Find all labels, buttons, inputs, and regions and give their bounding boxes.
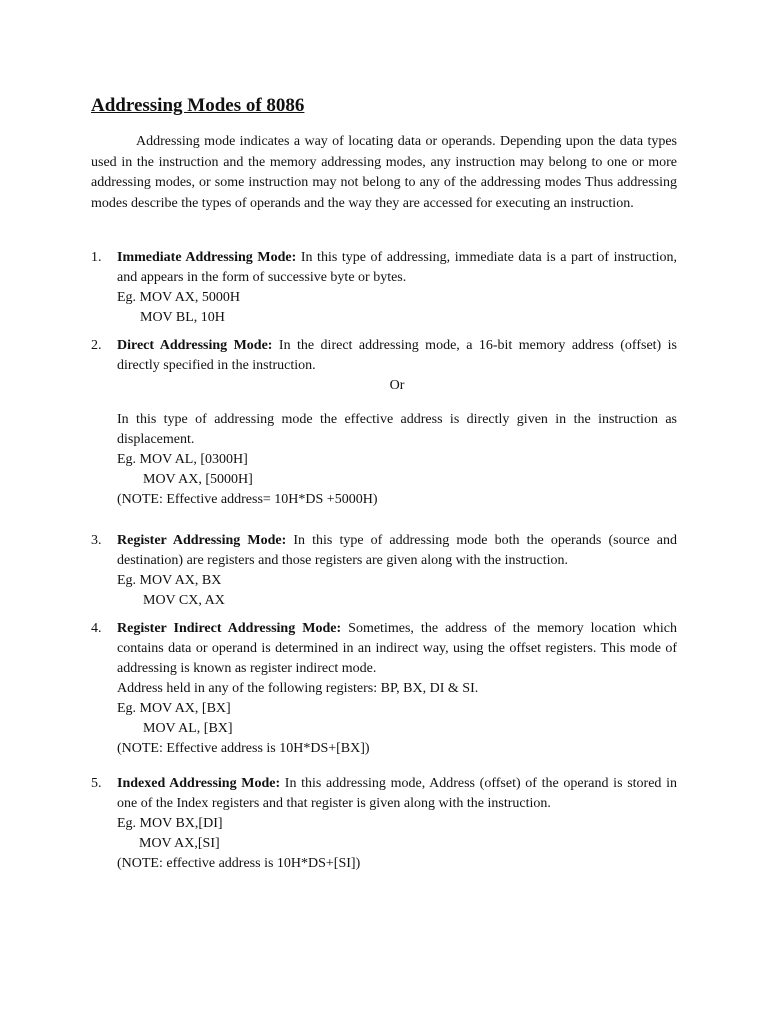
item-heading: Direct Addressing Mode: <box>117 338 273 353</box>
item-text: In this type of addressing mode both the operands (source and destination) are registers and those registers are given along with the instruction. <box>117 533 677 568</box>
item-text: Sometimes, the address of the memory location which contains data or operand is determined in an indirect way, using the offset registers. This mode of addressing is known as register indirect mode. <box>117 621 677 676</box>
item-number: 1. <box>91 250 102 265</box>
item-description <box>117 248 677 288</box>
item-description <box>117 619 677 679</box>
example-line: Eg. MOV AX, [BX] <box>117 701 231 716</box>
item-heading: Immediate Addressing Mode: <box>117 250 297 265</box>
item-heading: Indexed Addressing Mode: <box>117 776 281 791</box>
example-line: Eg. MOV AX, BX <box>117 573 222 588</box>
or-separator: Or <box>389 378 405 393</box>
item-number: 3. <box>91 533 102 548</box>
list-item-immediate <box>91 248 677 328</box>
note-line: (NOTE: Effective address is 10H*DS+[BX]) <box>117 741 370 756</box>
list-item-direct <box>91 336 677 510</box>
note-line: (NOTE: Effective address= 10H*DS +5000H) <box>117 492 378 507</box>
item-number: 4. <box>91 621 102 636</box>
item-text-alt: Address held in any of the following registers: BP, BX, DI & SI. <box>117 681 479 696</box>
example-line: MOV AX, [5000H] <box>143 472 253 487</box>
page-title: Addressing Modes of 8086 <box>91 95 305 116</box>
list-item-register-indirect <box>91 619 677 759</box>
example-line: Eg. MOV AL, [0300H] <box>117 452 248 467</box>
item-description <box>117 531 677 571</box>
item-description <box>117 774 677 814</box>
item-heading: Register Indirect Addressing Mode: <box>117 621 342 636</box>
item-number: 2. <box>91 338 102 353</box>
list-item-indexed <box>91 774 677 874</box>
example-line: Eg. MOV AX, 5000H <box>117 290 241 305</box>
list-item-register <box>91 531 677 611</box>
example-line: MOV CX, AX <box>143 593 225 608</box>
item-description <box>117 336 677 376</box>
item-text: In the direct addressing mode, a 16-bit memory address (offset) is directly specified in the instruction. <box>117 338 677 373</box>
example-line: MOV BL, 10H <box>140 310 225 325</box>
item-text-alt: In this type of addressing mode the effective address is directly given in the instruction as displacement. <box>117 412 677 447</box>
item-number: 5. <box>91 776 102 791</box>
item-text: In this addressing mode, Address (offset) of the operand is stored in one of the Index registers and that register is given along with the instruction. <box>117 776 677 811</box>
item-text: In this type of addressing, immediate data is a part of instruction, and appears in the form of successive byte or bytes. <box>117 250 677 285</box>
intro-paragraph: Addressing mode indicates a way of locating data or operands. Depending upon the data types used in the instruction and the memory addressing modes, any instruction may belong to one or more addressing modes, or some instruction may not belong to any of the addressing modes Thus addressing modes describe the types of operands and the way they are accessed for executing an instruction. <box>91 134 677 211</box>
example-line: MOV AL, [BX] <box>143 721 233 736</box>
example-line: Eg. MOV BX,[DI] <box>117 816 223 831</box>
example-line: MOV AX,[SI] <box>139 836 220 851</box>
item-heading: Register Addressing Mode: <box>117 533 287 548</box>
note-line: (NOTE: effective address is 10H*DS+[SI]) <box>117 856 361 871</box>
